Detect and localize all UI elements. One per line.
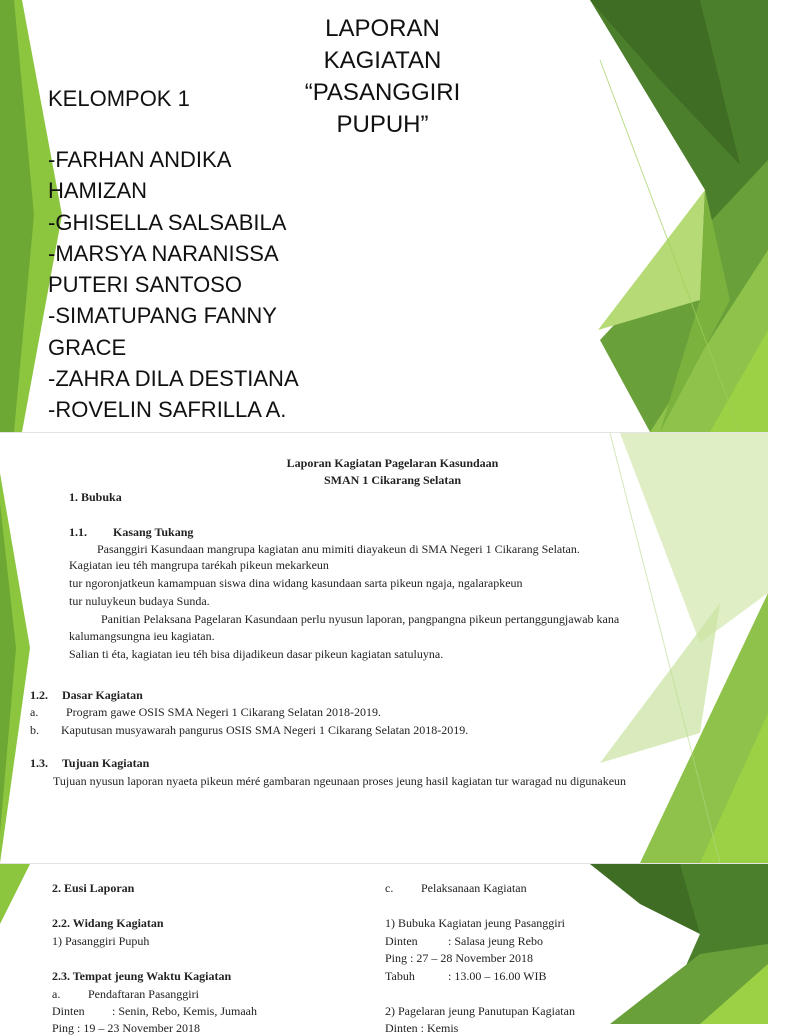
member-line: -MARSYA NARANISSA: [48, 240, 279, 266]
group-label: KELOMPOK 1: [48, 86, 190, 111]
section-heading: Kasang Tukang: [113, 525, 194, 539]
section-number: 1.3.: [30, 756, 48, 770]
slide-title-block: [270, 13, 495, 141]
list-item: 1) Pasanggiri Pupuh: [52, 934, 150, 948]
field-value: Dinten : Kemis: [385, 1021, 459, 1035]
list-item: 2) Pagelaran jeung Panutupan Kagiatan: [385, 1004, 575, 1018]
list-marker: a.: [30, 705, 39, 719]
list-item: 1) Bubuka Kagiatan jeung Pasanggiri: [385, 916, 565, 930]
member-line: -GHISELLA SALSABILA: [48, 209, 287, 235]
list-marker: a.: [52, 987, 61, 1001]
paragraph-line: kalumangsungna ieu kagiatan.: [69, 629, 215, 643]
list-marker: c.: [385, 881, 394, 895]
field-label: Dinten: [52, 1004, 85, 1018]
paragraph-line: Panitian Pelaksana Pagelaran Kasundaan perlu nyusun laporan, pangpangna pikeun pertanggungjawab kana: [101, 612, 620, 626]
paragraph-line: Pasanggiri Kasundaan mangrupa kagiatan anu mimiti diayakeun di SMA Negeri 1 Cikarang Selatan.: [97, 542, 580, 556]
section-number: 1.2.: [30, 688, 48, 702]
member-line: -ZAHRA DILA DESTIANA: [48, 366, 299, 392]
document-title: Laporan Kagiatan Pagelaran Kasundaan: [286, 456, 499, 470]
section-heading: 2. Eusi Laporan: [52, 881, 135, 895]
document-subtitle: SMAN 1 Cikarang Selatan: [323, 473, 461, 487]
slide-title: [0, 0, 768, 432]
paragraph-line: Kagiatan ieu téh mangrupa tarékah pikeun mekarkeun: [69, 558, 329, 572]
member-line: PUTERI SANTOSO: [48, 272, 242, 298]
member-line: -FARHAN ANDIKA: [48, 147, 232, 172]
field-label: Dinten: [385, 934, 418, 948]
member-line: -SIMATUPANG FANNY: [48, 303, 277, 329]
field-value: : Salasa jeung Rebo: [448, 934, 543, 948]
section-heading: 1. Bubuka: [69, 490, 122, 504]
paragraph-line: tur nuluykeun budaya Sunda.: [69, 594, 210, 608]
section-heading: Dasar Kagiatan: [62, 688, 143, 702]
title-line: PUPUH”: [336, 111, 429, 138]
field-value: Ping : 19 – 23 November 2018: [52, 1021, 200, 1035]
list-item: Pelaksanaan Kagiatan: [421, 881, 527, 895]
field-label: Tabuh: [385, 969, 415, 983]
section-heading: Tujuan Kagiatan: [62, 756, 150, 770]
field-value: : 13.00 – 16.00 WIB: [448, 969, 547, 983]
slide-report-content: [0, 864, 768, 1035]
section-heading: 2.2. Widang Kagiatan: [52, 916, 164, 930]
paragraph-line: Tujuan nyusun laporan nyaeta pikeun méré gambaran ngeunaan proses jeung hasil kagiatan tur waragad nu digunakeun: [53, 774, 627, 788]
slide-report-intro: [0, 433, 768, 863]
section-number: 1.1.: [69, 525, 87, 539]
member-line: -ROVELIN SAFRILLA A.: [48, 397, 287, 423]
member-list: [48, 144, 299, 432]
title-line: LAPORAN: [325, 15, 440, 42]
paragraph-line: Salian ti éta, kagiatan ieu téh bisa dijadikeun dasar pikeun kagiatan satuluyna.: [69, 647, 444, 661]
section-heading: 2.3. Tempat jeung Waktu Kagiatan: [52, 969, 232, 983]
field-value: Ping : 27 – 28 November 2018: [385, 951, 533, 965]
list-marker: b.: [30, 723, 39, 737]
title-line: “PASANGGIRI: [304, 79, 461, 106]
list-item: Kaputusan musyawarah pangurus OSIS SMA Negeri 1 Cikarang Selatan 2018-2019.: [61, 723, 469, 737]
paragraph-line: tur ngoronjatkeun kamampuan siswa dina widang kasundaan sarta pikeun ngaja, ngalarapkeun: [69, 576, 523, 590]
title-line: KAGIATAN: [323, 47, 442, 74]
field-value: : Senin, Rebo, Kemis, Jumaah: [112, 1004, 257, 1018]
list-item: Program gawe OSIS SMA Negeri 1 Cikarang Selatan 2018-2019.: [66, 705, 381, 719]
member-line: GRACE: [48, 334, 127, 360]
member-line: HAMIZAN: [48, 178, 147, 204]
list-item: Pendaftaran Pasanggiri: [88, 987, 199, 1001]
